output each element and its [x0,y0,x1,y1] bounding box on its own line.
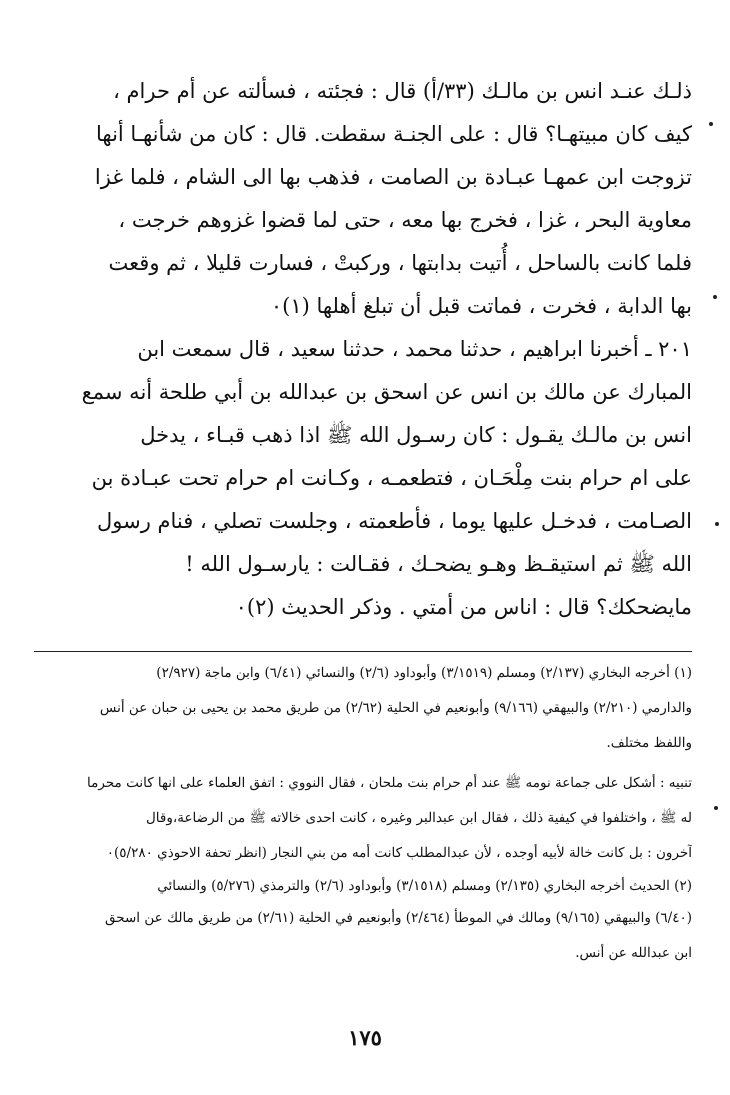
page-number: ١٧٥ [348,1025,382,1050]
margin-dot-lower [715,522,719,526]
footnote-line: (٦/٤٠) والبيهقي (٩/١٦٥) ومالك في الموطأ (٢/٤٦٤) وأبونعيم في الحلية (٢/٦١) من طريق مالك عن اسحق [105,910,692,926]
main-text-line: فلما كانت بالساحل ، أُتيت بدابتها ، وركبتْ ، فسارت قليلا ، ثم وقعت [108,251,692,275]
main-text-line: كيف كان مبيتهـا؟ قال : على الجنـة سقطت. قال : كان من شأنهـا أنها [96,122,692,146]
footnote-line: له ﷺ ، واختلفوا في كيفية ذلك ، فقال ابن عبدالبر وغيره ، كانت احدى خالاته ﷺ من الرضاعة،وقال [145,810,692,826]
main-text-line: بها الدابة ، فخرت ، فماتت قبل أن تبلغ أهلها (١)٠ [270,294,692,318]
footnote-line: واللفظ مختلف. [606,735,692,751]
footnote-line: (١) أخرجه البخاري (٢/١٣٧) ومسلم (٣/١٥١٩) وأبوداود (٢/٦) والنسائي (٦/٤١) وابن ماجة (٢/٩٢٧) [156,665,692,681]
footnote-line: والدارمي (٢/٢١٠) والبيهقي (٩/١٦٦) وأبونعيم في الحلية (٢/٦٢) من طريق محمد بن يحيى بن حبان عن أنس [99,700,692,716]
main-text-line: ذلـك عنـد انس بن مالـك (٣٣/أ) قال : فجئته ، فسألته عن أم حرام ، [113,79,692,103]
margin-dot-middle [713,295,717,299]
main-text-line: انس بن مالـك يقـول : كان رسـول الله ﷺ اذا ذهب قبـاء ، يدخل [140,423,692,447]
main-text-line: ٢٠١ ـ أخبرنا ابراهيم ، حدثنا محمد ، حدثنا سعيد ، قال سمعت ابن [137,337,692,361]
main-text-line: الله ﷺ ثم استيقـظ وهـو يضحـك ، فقـالت : يارسـول الله ! [185,552,692,576]
main-text-line: على ام حرام بنت مِلْحَـان ، فتطعمـه ، وكـانت ام حرام تحت عبـادة بن [91,466,692,490]
margin-dot-footnote [714,806,718,810]
footnotes [32,656,692,971]
main-text-line: مايضحكك؟ قال : اناس من أمتي . وذكر الحديث (٢)٠ [235,595,692,619]
main-text-line: معاوية البحر ، غزا ، فخرج بها معه ، حتى لما قضوا غزوهم خرجت ، [118,208,692,232]
main-text-line: تزوجت ابن عمهـا عبـادة بن الصامت ، فذهب بها الى الشام ، فلما غزا [94,165,692,189]
footnote-line: ابن عبدالله عن أنس. [575,945,692,961]
footnote-line: آخرون : بل كانت خالة لأبيه أوجده ، لأن عبدالمطلب كانت أمه من بني النجار (انظر تحفة الاحوذي ٥/٢٨٠)٠ [106,845,692,861]
footnote-line: (٢) الحديث أخرجه البخاري (٢/١٣٥) ومسلم (٣/١٥١٨) وأبوداود (٢/٦) والترمذي (٥/٢٧٦) والنسائي [157,878,692,894]
main-text-line: المبارك عن مالك بن انس عن اسحق بن عبدالله بن أبي طلحة أنه سمع [81,380,692,404]
footnote-separator [34,651,692,652]
footnote-line: تنبيه : أشكل على جماعة نومه ﷺ عند أم حرام بنت ملحان ، فقال النووي : اتفق العلماء على انها كانت محرما [87,775,692,791]
main-text [32,70,692,629]
margin-dot-top [709,122,713,126]
main-text-line: الصـامت ، فدخـل عليها يوما ، فأطعمته ، وجلست تصلي ، فنام رسول [97,509,692,533]
